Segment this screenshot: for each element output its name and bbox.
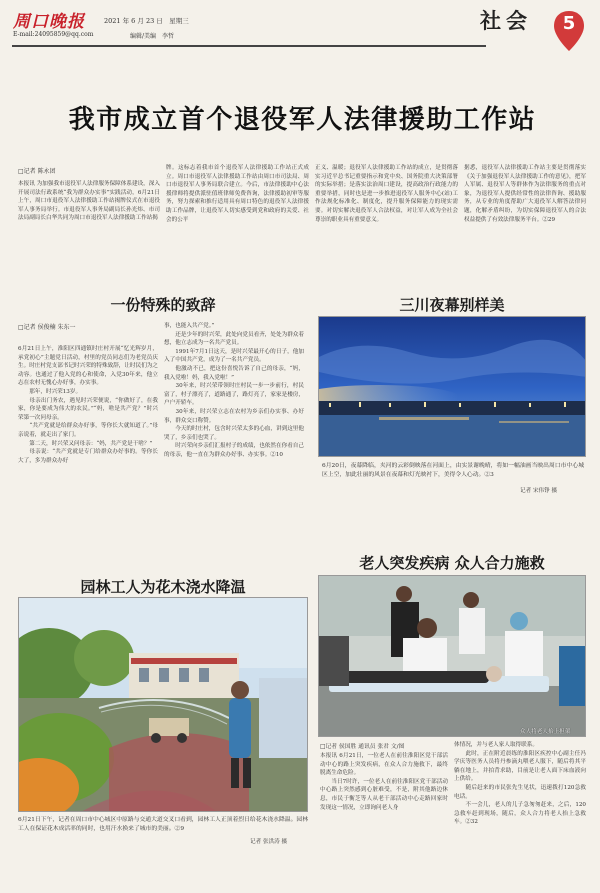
lead-byline: □记者 陈永团 [18,168,56,175]
gardener-watering-photo [18,597,308,812]
lead-column-3: 正义、温暖；退役军人法律援助工作站的成立，是贯彻落实习近平总书记重要指示和党中央、国务院重大决策部署的实际举措；是落实法治周口建设，提高政治行政能力的重要举措，同时也是进一步推进退役军人服务中心(站)工作法规化标准化、制度化，提升服务保障能力的现实需要。对切实解决退役军人合法权益，对让军人成为全社会尊崇的职业具有重要意义。 [315,165,458,223]
rescue-image-caption: 众人将老人抬上担架 [520,729,571,735]
lead-column-4: 据悉，退役军人法律援助工作站主要是贯彻落实《关于加强退役军人法律援助工作的意见》，把军人军属、退役军人等群体作为法律服务的重点对象，为退役军人提供经常性的法律咨询、援助服务，从专业的角度帮助广大退役军人解答法律问题，化解矛盾纠纷，为切实保障退役军人的合法权益提供了有效法律服务平台。②29 [464,165,586,223]
rescue-headline: 老人突发疾病 众人合力施救 [359,554,545,572]
masthead-rule [12,45,486,47]
contact-email: E-mail:24095859@qq.com [13,31,94,38]
lead-headline: 我市成立首个退役军人法律援助工作站 [68,105,537,135]
gardener-headline: 园林工人为花木浇水降温 [80,578,246,596]
lead-column-2: 牌。这标志着我市首个退役军人法律援助工作站正式成立。周口市退役军人法律援助工作站由周口市司法局、周口市退役军人事务局联合建立。今后，市法律援助中心法援律师将提供派驻值班律师免费咨询，法律援助初审等服务，努力探索和推行适用具有周口特色的退役军人法律援助工作品牌，让退役军人切实感受到党和政府的关爱、社会的公平 [166,165,309,223]
night-headline: 三川夜幕别样美 [399,296,505,314]
editors-credit: 编辑/美编 李哲 [130,33,175,40]
gardener-caption: 6月21日下午，记者在周口市中心城区中原路与交通大道交叉口看到，园林工人正顶着烈日给花木浇水降温。园林工人在保证花木成活率的同时，也用汗水换来了城市的美丽。②9 [18,817,308,832]
rescue-column-2: 体情况，并与老人家人取得联系。 此时，正在附近晨练的淮阳区疾控中心副主任冯学庆等医务人员将丹参滴丸喂老人服下，随后将其平躺在地上，并拍背求助，目前是让老人面下床血液向上供给。 随后赶来的市民张先生见状，迅速拨打120急救电话。 不一会儿，老人的儿子急匆匆赶来，之后，120急救车赶到现场，随后，众人合力将老人抬上急救车。②32 [454,742,586,826]
tribute-column-2: 事，也能入共产党。” 还是少年的时兴荣，此处向党员看齐，处处为群众着想，他立志成为一名共产党员。 1991年7月1日这天，是时兴荣最开心的日子，他加入了中国共产党，成为了一名共产党员。 他激动不已，把这份喜悦告诉了自己的母亲，“妈，我入党啦！妈，我入党啦！” 30年来，时兴荣带领时庄村民一步一步前行，村民富了，村子漂亮了，道路通了，路灯亮了，家家是楼房，户户开轿车。 30年来，时兴荣立志在农村为乡亲们办实事、办好事，群众交口称赞。 今天的时庄村，包含时兴荣太多的心血，讲到这里他哭了，乡亲们也哭了。 时兴荣向乡亲们汇报村子的成绩，也依然在你看自己的母亲，他一直在为群众办好事、办实事。②10 [164,323,304,458]
rescue-byline: □记者 侯国胜 通讯员 张君 文/图 [320,744,405,750]
section-title: 社会 [480,8,532,33]
night-caption: 6月20日，夜幕降临，夹河的云彩倒映落在河面上，由实景谢晚晴，将如一幅油画当映出周口市中心城区上空，加此壮丽的风景在夜幕和灯光映衬下，美得令人心动。②3 [322,463,584,478]
tribute-headline: 一份特殊的致辞 [110,296,216,314]
night-riverside-photo [318,316,586,457]
rescue-column-1: 本报讯 6月21日，一位老人在前往淮阳区党干部活动中心的路上突发疾病，在众人合力施救下，最终脱离生命危险。 当日7时许，一位老人在前往淮阳区党干部活动中心路上突然感到心脏难受，不是，附其他路边休息，市民于衡芝等人从老干部活动中心走路回家时发现这一情况，立即询问老人身 [320,753,448,811]
tribute-column-1: 6月21日上午，淮阳区四通镇时庄村开展“忆光辉岁月，承党初心”主题党日活动，村里的党员同志们为老党员庆生。时庄村党支部书记时兴荣的特殊致辞，让时民们为之动容。也通过了他入党的心和使命，入党30年来，他立志在农村无愧心办好事，办实事。 那年，时兴荣13岁。 母亲出门务农，遇见时兴荣便说，“你做好了，在我家，你是要成为伟大的农民。”“妈，啥是共产党？”时兴荣第一次问母亲。 “共产党就是给群众办好事，等你长大就知道了。”母亲说着，就走出了家门。 第二天，时兴荣又问母亲：“妈，共产党是干啥？” 母亲说：“共产党就是专门给群众办好事的。等你长大了，多为群众办好 [18,346,158,464]
rescue-scene-photo [318,575,586,737]
night-photo-credit: 记者 宋伟铮 摄 [520,488,558,494]
gardener-photo-credit: 记者 张洪涛 摄 [250,839,288,845]
newspaper-logo: 周口晚报 [13,12,85,32]
tribute-byline: □记者 侯俊楠 朱东一 [18,324,76,331]
page-number: 5 [562,13,576,34]
lead-column-1: 本报讯 为加强我市退役军人法律服务保障体系建设，深入开展司法行政系统“我为群众办实事”实践活动，6月21日上午，周口市退役军人法律援助工作站揭牌仪式在市退役军人事务局举行。市退役军人事务局副局长孙光炜、市司法局副局长白华共同为周口市退役军人法律援助工作站揭 [18,181,160,222]
issue-date: 2021 年 6 月 23 日 星期三 [104,17,189,25]
